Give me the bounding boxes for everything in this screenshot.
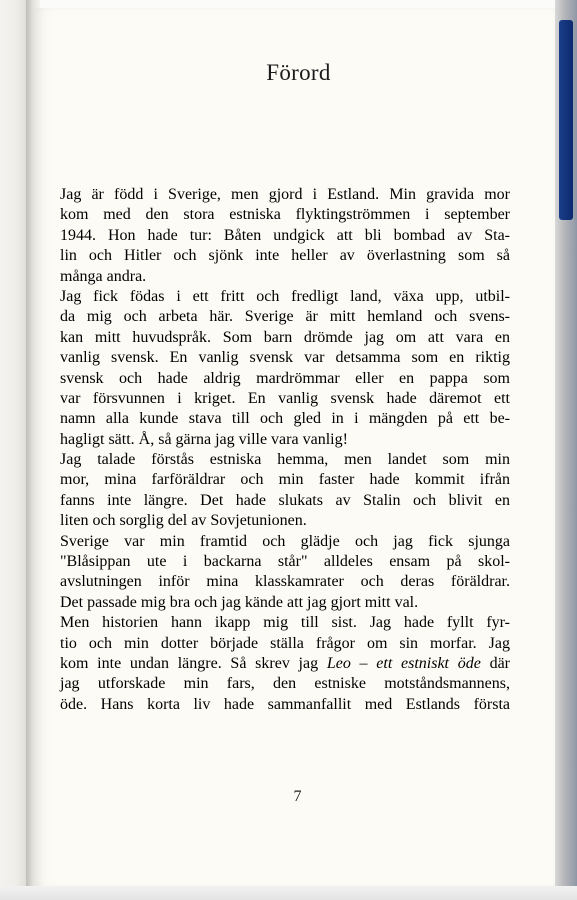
text-line: hagligt sätt. Å, så gärna jag ville vara vanlig! bbox=[60, 430, 348, 448]
text-line: fanns inte längre. Det hade slukats av Stalin och blivit en bbox=[60, 491, 510, 509]
text-segment: kom inte undan längre. Så skrev jag bbox=[60, 654, 327, 672]
text-line: vanlig svensk. En vanlig svensk var detsamma som en riktig bbox=[60, 349, 510, 367]
paragraph-1 bbox=[60, 186, 510, 288]
text-line: jag utforskade min fars, den estniske motståndsmannens, bbox=[60, 675, 510, 693]
text-segment: där bbox=[480, 654, 511, 672]
text-line: öde. Hans korta liv hade sammanfallit med Estlands första bbox=[60, 695, 510, 713]
page-title: Förord bbox=[266, 60, 331, 85]
text-line: avslutningen inför mina klasskamrater och deras föräldrar. bbox=[60, 573, 510, 591]
text-line: Jag talade förstås estniska hemma, men landet som min bbox=[60, 451, 510, 469]
page-number: 7 bbox=[293, 788, 302, 805]
paragraph-2 bbox=[60, 288, 510, 451]
bottom-edge bbox=[0, 886, 577, 900]
text-line: "Blåsippan ute i backarna står" alldeles ensam på skol- bbox=[60, 553, 510, 571]
text-line: namn alla kunde stava till och gled in i mängden på ett be- bbox=[60, 410, 510, 428]
text-line: kan mitt huvudspråk. Som barn drömde jag om att vara en bbox=[60, 328, 510, 346]
text-line: kom med den stora estniska flyktingströmmen i september bbox=[60, 206, 510, 224]
text-line: lin och Hitler och sjönk inte heller av överlastning som så bbox=[60, 247, 510, 265]
text-line: mor, mina farföräldrar och min faster hade kommit ifrån bbox=[60, 471, 510, 489]
text-line: många andra. bbox=[60, 267, 147, 285]
text-line: Sverige var min framtid och glädje och jag fick sjunga bbox=[60, 532, 510, 550]
text-line: da mig och arbeta här. Sverige är mitt hemland och svens- bbox=[60, 308, 510, 326]
paragraph-3 bbox=[60, 451, 510, 533]
book-edge bbox=[555, 0, 577, 900]
text-line: Det passade mig bra och jag kände att jag gjort mitt val. bbox=[60, 593, 419, 611]
text-line: tio och min dotter började ställa frågor om sin morfar. Jag bbox=[60, 634, 510, 652]
text-line: 1944. Hon hade tur: Båten undgick att bli bombad av Sta- bbox=[60, 226, 510, 244]
text-line: Men historien hann ikapp mig till sist. Jag hade fyllt fyr- bbox=[60, 614, 510, 632]
text-line: liten och sorglig del av Sovjetunionen. bbox=[60, 512, 307, 530]
text-line: var försvunnen i kriget. En vanlig svensk hade däremot ett bbox=[60, 389, 510, 407]
paragraph-5 bbox=[60, 614, 510, 716]
text-line-with-title bbox=[60, 655, 510, 675]
page-body bbox=[60, 186, 510, 716]
book-title-italic: Leo – ett estniskt öde bbox=[326, 654, 481, 672]
paragraph-4 bbox=[60, 533, 510, 615]
text-line: Jag är född i Sverige, men gjord i Estland. Min gravida mor bbox=[60, 186, 510, 203]
text-line: Jag fick födas i ett fritt och fredligt land, växa upp, utbil- bbox=[60, 287, 510, 305]
text-line: svensk och hade aldrig mardrömmar eller en pappa som bbox=[60, 369, 510, 387]
blue-cover-edge bbox=[559, 20, 573, 220]
